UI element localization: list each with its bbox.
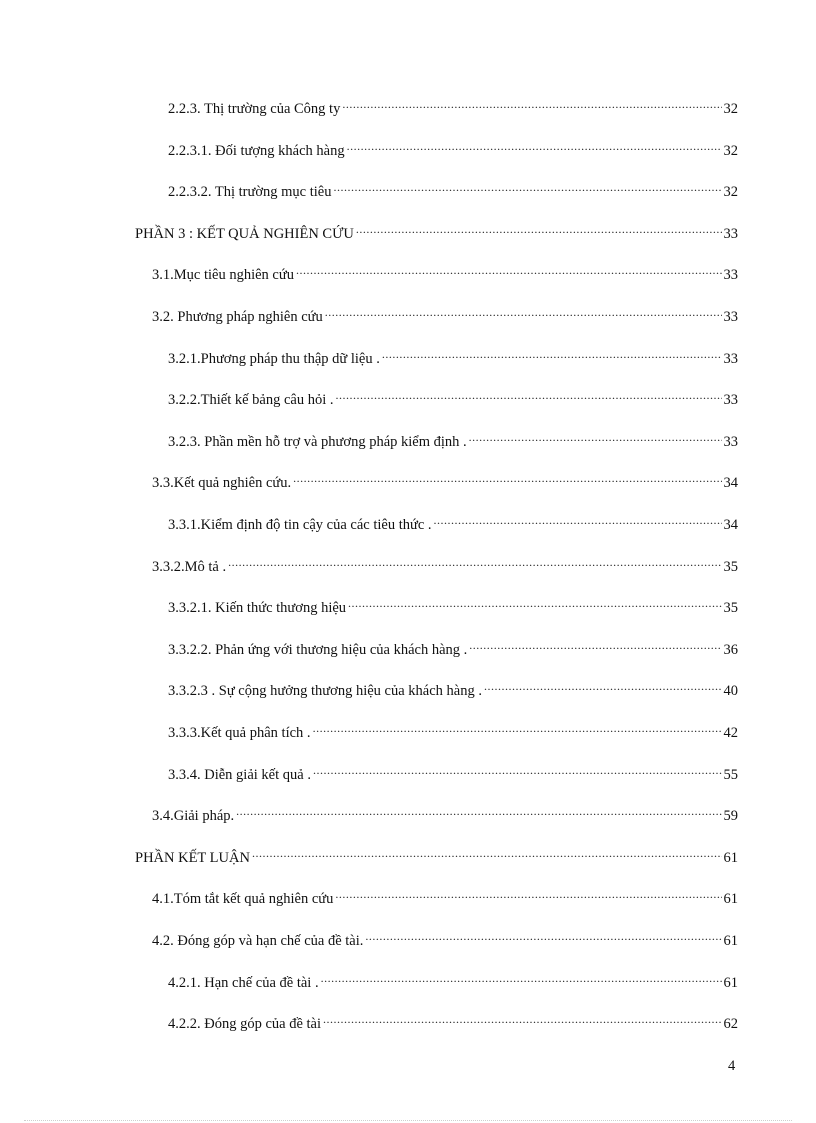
toc-dot-leader	[296, 261, 722, 279]
toc-dot-leader	[325, 303, 722, 321]
toc-dot-leader	[469, 428, 722, 446]
toc-entry-page: 61	[723, 975, 738, 991]
toc-dot-leader	[323, 1010, 721, 1028]
toc-entry	[168, 594, 738, 617]
toc-entry	[168, 95, 738, 118]
toc-entry-page: 61	[723, 891, 738, 907]
toc-dot-leader	[333, 178, 721, 196]
toc-entry	[168, 1010, 738, 1033]
toc-entry	[168, 345, 738, 368]
toc-entry	[168, 178, 738, 201]
toc-entry-page: 34	[723, 475, 738, 491]
page-bottom-border	[24, 1120, 792, 1121]
toc-entry	[135, 844, 738, 867]
toc-entry-label: 4.2. Đóng góp và hạn chế của đề tài.	[152, 933, 364, 949]
toc-entry-page: 33	[723, 267, 738, 283]
toc-entry	[168, 386, 738, 409]
toc-entry-page: 33	[723, 309, 738, 325]
toc-dot-leader	[342, 95, 721, 113]
toc-entry	[152, 303, 738, 326]
toc-dot-leader	[356, 220, 722, 238]
toc-entry	[135, 220, 738, 243]
toc-dot-leader	[336, 386, 722, 404]
toc-entry-page: 33	[723, 434, 738, 450]
toc-entry-page: 35	[723, 559, 738, 575]
toc-entry-label: 3.3.2.1. Kiến thức thương hiệu	[168, 600, 347, 616]
toc-entry	[168, 761, 738, 784]
toc-dot-leader	[293, 469, 721, 487]
toc-entry-label: 3.3.2.Mô tả .	[152, 559, 227, 575]
toc-entry-page: 34	[723, 517, 738, 533]
toc-entry-label: 3.2.2.Thiết kế bảng câu hỏi .	[168, 392, 334, 408]
toc-entry-page: 62	[723, 1016, 738, 1032]
toc-entry	[152, 802, 738, 825]
toc-entry	[152, 469, 738, 492]
toc-dot-leader	[469, 636, 721, 654]
toc-entry	[168, 511, 738, 534]
toc-entry	[168, 719, 738, 742]
toc-entry-label: 2.2.3.1. Đối tượng khách hàng	[168, 143, 345, 159]
toc-entry	[168, 137, 738, 160]
toc-dot-leader	[252, 844, 722, 862]
toc-entry-page: 36	[723, 642, 738, 658]
toc-entry-page: 55	[723, 767, 738, 783]
toc-entry-label: 3.1.Mục tiêu nghiên cứu	[152, 267, 294, 283]
toc-entry-page: 32	[723, 143, 738, 159]
toc-entry-label: 3.2.3. Phần mền hỗ trợ và phương pháp kiểm định .	[168, 434, 467, 450]
toc-entry	[168, 969, 738, 992]
toc-entry	[152, 885, 738, 908]
toc-entry	[168, 428, 738, 451]
toc-entry-label: 4.2.2. Đóng góp của đề tài	[168, 1016, 322, 1032]
toc-entry	[152, 261, 738, 284]
toc-entry-label: 2.2.3. Thị trường của Công ty	[168, 101, 341, 117]
toc-entry	[168, 677, 738, 700]
toc-entry-label: 3.3.3.Kết quả phân tích .	[168, 725, 311, 741]
toc-entry	[152, 553, 738, 576]
toc-entry-label: PHẦN KẾT LUẬN	[135, 850, 250, 866]
toc-entry	[168, 636, 738, 659]
toc-dot-leader	[347, 137, 722, 155]
toc-entry-label: 3.3.4. Diễn giải kết quả .	[168, 767, 311, 783]
toc-entry	[152, 927, 738, 950]
toc-entry-label: 4.2.1. Hạn chế của đề tài .	[168, 975, 319, 991]
toc-dot-leader	[434, 511, 722, 529]
toc-entry-label: 3.4.Giải pháp.	[152, 808, 235, 824]
toc-entry-label: 3.2.1.Phương pháp thu thập dữ liệu .	[168, 351, 380, 367]
toc-entry-page: 32	[723, 184, 738, 200]
toc-dot-leader	[236, 802, 721, 820]
toc-entry-label: 3.3.Kết quả nghiên cứu.	[152, 475, 292, 491]
toc-dot-leader	[365, 927, 721, 945]
page-number: 4	[728, 1058, 736, 1074]
toc-entry-page: 61	[723, 933, 738, 949]
toc-entry-label: 2.2.3.2. Thị trường mục tiêu	[168, 184, 332, 200]
toc-entry-page: 35	[723, 600, 738, 616]
toc-dot-leader	[382, 345, 722, 363]
toc-entry-page: 33	[723, 392, 738, 408]
toc-dot-leader	[228, 553, 721, 571]
toc-dot-leader	[484, 677, 722, 695]
toc-entry-page: 61	[723, 850, 738, 866]
toc-entry-label: 3.2. Phương pháp nghiên cứu	[152, 309, 323, 325]
toc-entry-label: 3.3.2.2. Phản ứng với thương hiệu của khách hàng .	[168, 642, 468, 658]
toc-dot-leader	[348, 594, 721, 612]
toc-dot-leader	[313, 719, 722, 737]
toc-entry-label: 3.3.1.Kiểm định độ tin cậy của các tiêu thức .	[168, 517, 432, 533]
toc-entry-label: 4.1.Tóm tắt kết quả nghiên cứu	[152, 891, 334, 907]
toc-entry-page: 32	[723, 101, 738, 117]
toc-entry-label: 3.3.2.3 . Sự cộng hưởng thương hiệu của khách hàng .	[168, 683, 482, 699]
toc-entry-page: 42	[723, 725, 738, 741]
toc-entry-page: 33	[723, 226, 738, 242]
toc-dot-leader	[313, 761, 722, 779]
toc-entry-label: PHẦN 3 : KẾT QUẢ NGHIÊN CỨU	[135, 226, 354, 242]
toc-entry-page: 40	[723, 683, 738, 699]
toc-dot-leader	[335, 885, 721, 903]
toc-dot-leader	[321, 969, 722, 987]
toc-entry-page: 59	[723, 808, 738, 824]
toc-entry-page: 33	[723, 351, 738, 367]
